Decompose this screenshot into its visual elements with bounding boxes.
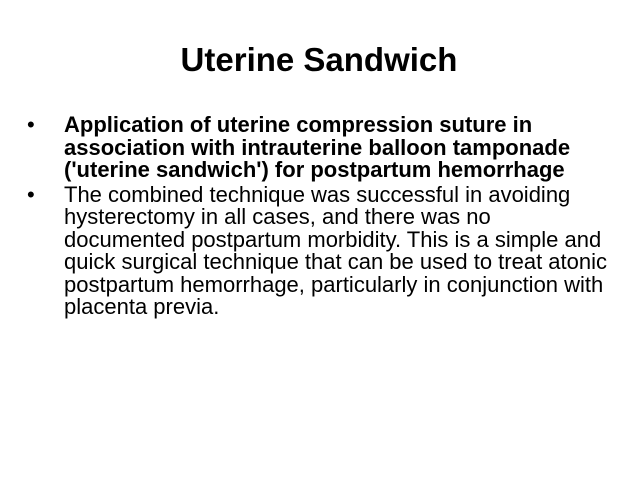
bullet-list (24, 114, 610, 321)
bullet-item-application (24, 114, 610, 182)
slide-title: Uterine Sandwich (180, 41, 458, 78)
bullet-text: The combined technique was successful in avoiding hysterectomy in all cases, and there was no documented postpartum morbidity. This is a simple and quick surgical technique that can be used to treat atonic postpartum hemorrhage, particularly in conjunction with placenta previa. (64, 181, 608, 319)
bullet-item-outcome (24, 181, 610, 319)
bullet-marker: • (27, 181, 35, 207)
bullet-text: Application of uterine compression suture in association with intrauterine balloon tamponade ('uterine sandwich') for postpartum hemorrhage (64, 112, 571, 182)
bullet-marker: • (27, 112, 35, 137)
